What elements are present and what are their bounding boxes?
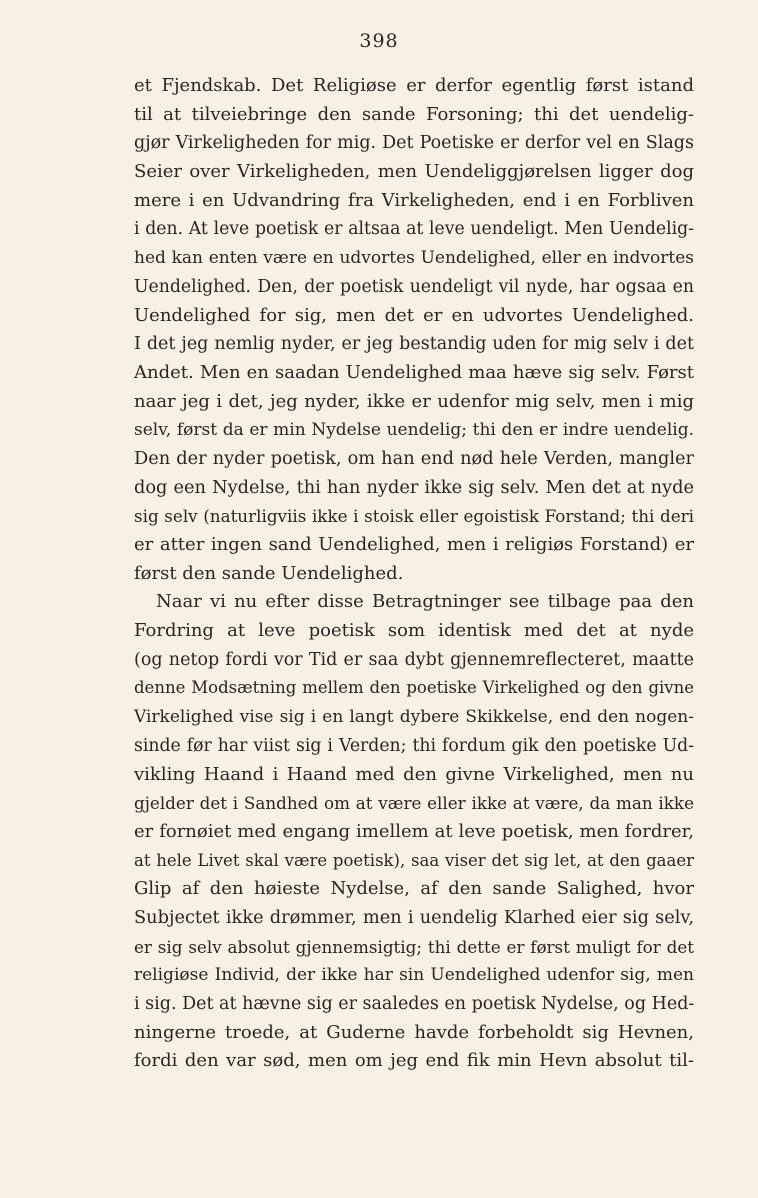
text-line: først den sande Uendelighed. bbox=[134, 562, 404, 584]
text-line: Andet. Men en saadan Uendelighed maa hæve sig selv. Først bbox=[134, 361, 694, 383]
text-line: i den. At leve poetisk er altsaa at leve uendeligt. Men Uendelig- bbox=[134, 219, 694, 240]
text-line: dog een Nydelse, thi han nyder ikke sig selv. Men det at nyde bbox=[134, 477, 694, 498]
text-line: til at tilveiebringe den sande Forsoning; thi det uendelig- bbox=[134, 103, 694, 125]
text-line: selv, først da er min Nydelse uendelig; thi den er indre uendelig. bbox=[134, 420, 694, 441]
text-line: gjør Virkeligheden for mig. Det Poetiske er derfor vel en Slags bbox=[134, 133, 694, 154]
text-line: hed kan enten være en udvortes Uendelighed, eller en indvortes bbox=[134, 248, 694, 269]
text-line: religiøse Individ, der ikke har sin Uendelighed udenfor sig, men bbox=[134, 965, 694, 986]
text-line: vikling Haand i Haand med den givne Virkelighed, men nu bbox=[134, 763, 694, 785]
text-line: at hele Livet skal være poetisk), saa viser det sig let, at den gaaer bbox=[134, 850, 694, 870]
text-line: Subjectet ikke drømmer, men i uendelig Klarhed eier sig selv, bbox=[134, 907, 694, 928]
text-line: er atter ingen sand Uendelighed, men i religiøs Forstand) er bbox=[134, 534, 694, 555]
text-line: Virkelighed vise sig i en langt dybere Skikkelse, end den nogen- bbox=[134, 707, 694, 728]
text-line: sig selv (naturligviis ikke i stoisk eller egoistisk Forstand; thi deri bbox=[134, 506, 694, 527]
text-line: Uendelighed. Den, der poetisk uendeligt vil nyde, har ogsaa en bbox=[134, 276, 694, 297]
paragraph-2 bbox=[134, 588, 694, 1076]
text-line: ningerne troede, at Guderne havde forbeholdt sig Hevnen, bbox=[134, 1021, 694, 1043]
text-block bbox=[134, 72, 694, 1076]
text-line: denne Modsætning mellem den poetiske Virkelighed og den givne bbox=[134, 678, 694, 698]
text-line: fordi den var sød, men om jeg end fik min Hevn absolut til- bbox=[134, 1050, 694, 1072]
text-line: Fordring at leve poetisk som identisk med det at nyde bbox=[134, 620, 694, 642]
text-line: mere i en Udvandring fra Virkeligheden, end i en Forbliven bbox=[134, 189, 694, 211]
text-line: er fornøiet med engang imellem at leve poetisk, men fordrer, bbox=[134, 820, 694, 842]
text-line: Glip af den høieste Nydelse, af den sande Salighed, hvor bbox=[134, 878, 694, 900]
text-line: gjelder det i Sandhed om at være eller ikke at være, da man ikke bbox=[134, 793, 694, 814]
text-line: Naar vi nu efter disse Betragtninger see tilbage paa den bbox=[156, 591, 694, 613]
text-line: I det jeg nemlig nyder, er jeg bestandig uden for mig selv i det bbox=[134, 334, 694, 355]
text-line: sinde før har viist sig i Verden; thi fordum gik den poetiske Ud- bbox=[134, 735, 694, 756]
text-line: (og netop fordi vor Tid er saa dybt gjennemreflecteret, maatte bbox=[134, 649, 694, 670]
text-line: Uendelighed for sig, men det er en udvortes Uendelighed. bbox=[134, 304, 694, 326]
text-line: er sig selv absolut gjennemsigtig; thi dette er først muligt for det bbox=[134, 936, 694, 957]
paragraph-1 bbox=[134, 72, 694, 588]
text-line: Seier over Virkeligheden, men Uendeliggjørelsen ligger dog bbox=[134, 161, 694, 183]
text-line: et Fjendskab. Det Religiøse er derfor egentlig først istand bbox=[134, 75, 694, 96]
page-number: 398 bbox=[359, 30, 399, 52]
text-line: Den der nyder poetisk, om han end nød hele Verden, mangler bbox=[134, 448, 694, 469]
text-line: i sig. Det at hævne sig er saaledes en poetisk Nydelse, og Hed- bbox=[134, 994, 694, 1014]
text-line: naar jeg i det, jeg nyder, ikke er udenfor mig selv, men i mig bbox=[134, 390, 694, 412]
